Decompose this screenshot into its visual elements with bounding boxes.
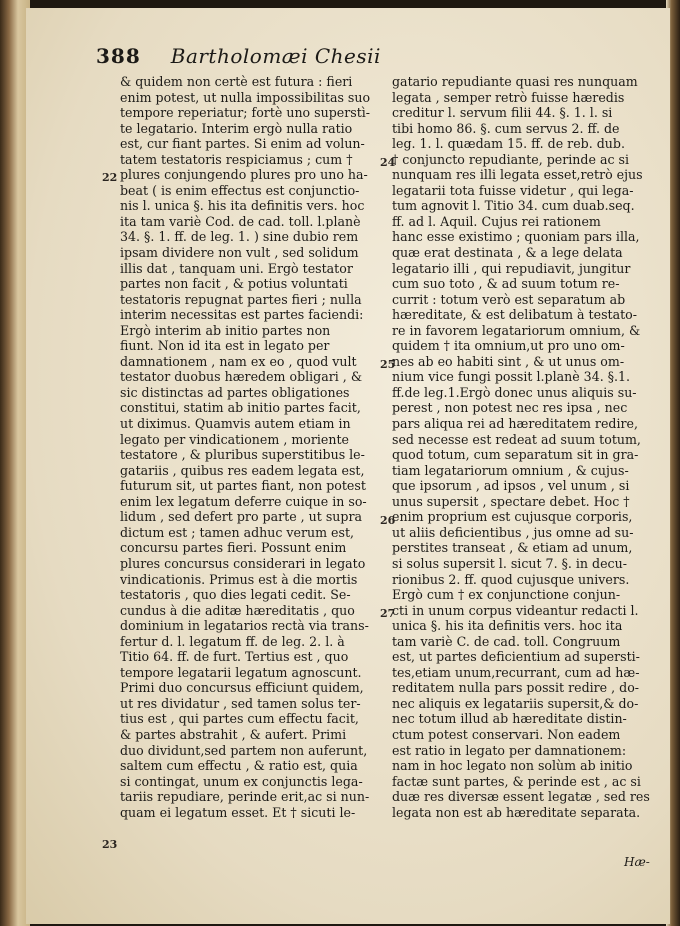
text-line: cti in unum corpus videantur redacti l.: [392, 602, 639, 618]
text-line: pars aliqua rei ad hæreditatem redire,: [392, 416, 638, 432]
text-line: reditatem nulla pars possit redire , do-: [392, 680, 640, 696]
text-line: factæ sunt partes, & perinde est , ac si: [392, 773, 641, 789]
text-line: nis l. unica §. his ita definitis vers. hoc: [120, 198, 365, 214]
text-line: tatem testatoris respiciamus ; cum †: [120, 151, 353, 167]
text-line: fertur d. l. legatum ff. de leg. 2. l. à: [120, 633, 345, 649]
text-line: leg. 1. l. quædam 15. ff. de reb. dub.: [392, 136, 625, 152]
text-line: & quidem non certè est futura : fieri: [120, 74, 353, 89]
text-line: quæ erat destinata , & a lege delata: [392, 245, 623, 261]
text-line: ctum potest conservari. Non eadem: [392, 726, 621, 742]
text-line: te legatario. Interim ergò nulla ratio: [120, 120, 353, 136]
text-line: nec totum illud ab hæreditate distin-: [392, 711, 627, 727]
text-line: quam ei legatum esset. Et † sicuti le-: [120, 804, 356, 820]
text-line: hanc esse existimo ; quoniam pars illa,: [392, 229, 640, 245]
margin-number-27: 27: [380, 607, 396, 620]
text-line: tes,etiam unum,recurrant, cum ad hæ-: [392, 664, 640, 680]
text-line: ita tam variè Cod. de cad. toll. l.planè: [120, 213, 361, 229]
text-line: Ergò interim ab initio partes non: [120, 322, 331, 338]
text-line: Ergò cum † ex conjunctione conjun-: [392, 587, 621, 603]
text-line: ff.de leg.1.Ergò donec unus aliquis su-: [392, 384, 637, 400]
text-line: beat ( is enim effectus est conjunctio-: [120, 182, 360, 198]
text-line: illis dat , tanquam uni. Ergò testator: [120, 260, 353, 276]
running-title: Bartholomæi Chesii: [170, 44, 381, 68]
text-line: gatariis , quibus res eadem legata est,: [120, 462, 365, 478]
text-line: unica §. his ita definitis vers. hoc ita: [392, 618, 623, 634]
text-line: ff. ad l. Aquil. Cujus rei rationem: [392, 213, 601, 229]
text-line: tariis repudiare, perinde erit,ac si nun-: [120, 789, 370, 805]
text-line: quidem † ita omnium,ut pro uno om-: [392, 338, 625, 354]
text-line: futurum sit, ut partes fiant, non potest: [120, 478, 366, 494]
text-line: cundus à die aditæ hæreditatis , quo: [120, 602, 355, 618]
text-line: tius est , qui partes cum effectu facit,: [120, 711, 359, 727]
text-line: est, ut partes deficientium ad supersti-: [392, 649, 640, 665]
text-line: concursu partes fieri. Possunt enim: [120, 540, 347, 556]
page-header: [96, 44, 656, 78]
text-line: dominium in legatarios rectà via trans-: [120, 618, 369, 634]
text-line: plures conjungendo plures pro uno ha-: [120, 167, 368, 183]
text-line: legatario illi , qui repudiavit, jungitur: [392, 260, 631, 276]
text-line: perest , non potest nec res ipsa , nec: [392, 400, 628, 416]
text-line: nec aliquis ex legatariis supersit,& do-: [392, 695, 639, 711]
text-line: vindicationis. Primus est à die mortis: [120, 571, 358, 587]
text-line: tempore legatarii legatum agnoscunt.: [120, 664, 362, 680]
text-line: 34. §. 1. ff. de leg. 1. ) sine dubio rem: [120, 229, 359, 245]
text-line: plures concursus considerari in legato: [120, 555, 366, 571]
book-page: [26, 8, 670, 924]
text-line: Primi duo concursus efficiunt quidem,: [120, 680, 364, 696]
left-text-column: [120, 74, 382, 820]
text-line: interim necessitas est partes faciendi:: [120, 307, 364, 323]
text-line: tempore reperiatur; fortè uno superstì-: [120, 105, 371, 121]
text-line: enim proprium est cujusque corporis,: [392, 509, 633, 525]
text-line: nes ab eo habiti sint , & ut unus om-: [392, 353, 625, 369]
text-line: re in favorem legatariorum omnium, &: [392, 322, 641, 338]
page-number: 388: [96, 44, 141, 68]
text-line: ipsam dividere non vult , sed solidum: [120, 245, 359, 261]
text-line: nunquam res illi legata esset,retrò ejus: [392, 167, 643, 183]
text-line: que ipsorum , ad ipsos , vel unum , si: [392, 478, 630, 494]
text-line: si contingat, unum ex conjunctis lega-: [120, 773, 363, 789]
catchword: Hæ-: [624, 855, 650, 869]
text-line: enim lex legatum deferre cuique in so-: [120, 493, 367, 509]
text-line: ut res dividatur , sed tamen solus ter-: [120, 695, 361, 711]
text-line: perstites transeat , & etiam ad unum,: [392, 540, 633, 556]
text-line: gatario repudiante quasi res nunquam: [392, 74, 638, 89]
text-line: creditur l. servum filii 44. §. 1. l. si: [392, 105, 613, 121]
margin-number-26: 26: [380, 514, 396, 527]
text-line: est ratio in legato per damnationem:: [392, 742, 627, 758]
text-line: si solus supersit l. sicut 7. §. in decu-: [392, 555, 627, 571]
text-line: est, cur fiant partes. Si enim ad volun-: [120, 136, 365, 152]
text-line: rionibus 2. ff. quod cujusque univers.: [392, 571, 630, 587]
text-line: dictum est ; tamen adhuc verum est,: [120, 524, 355, 540]
text-line: partes non facit , & potius voluntati: [120, 276, 348, 292]
text-line: sed necesse est redeat ad suum totum,: [392, 431, 641, 447]
margin-number-25: 25: [380, 358, 396, 371]
text-line: † conjuncto repudiante, perinde ac si: [392, 151, 629, 167]
text-line: fiunt. Non id ita est in legato per: [120, 338, 330, 354]
text-line: & partes abstrahit , & aufert. Primi: [120, 726, 347, 742]
text-line: damnationem , nam ex eo , quod vult: [120, 353, 357, 369]
text-line: legato per vindicationem , moriente: [120, 431, 349, 447]
text-line: lidum , sed defert pro parte , ut supra: [120, 509, 362, 525]
text-line: tiam legatariorum omnium , & cujus-: [392, 462, 629, 478]
text-line: testatoris repugnat partes fieri ; nulla: [120, 291, 362, 307]
right-text-column: [392, 74, 654, 820]
text-line: duo dividunt,sed partem non auferunt,: [120, 742, 368, 758]
text-line: ut aliis deficientibus , jus omne ad su-: [392, 524, 634, 540]
text-line: sic distinctas ad partes obligationes: [120, 384, 350, 400]
margin-number-24: 24: [380, 156, 396, 169]
text-line: quod totum, cum separatum sit in gra-: [392, 447, 639, 463]
text-line: cum suo toto , & ad suum totum re-: [392, 276, 620, 292]
text-line: tam variè C. de cad. toll. Congruum: [392, 633, 621, 649]
text-line: legatarii tota fuisse videtur , qui lega-: [392, 182, 634, 198]
text-line: legata , semper retrò fuisse hæredis: [392, 89, 625, 105]
text-line: constitui, statim ab initio partes facit,: [120, 400, 361, 416]
text-line: testator duobus hæredem obligari , &: [120, 369, 363, 385]
margin-number-22: 22: [102, 171, 118, 184]
text-line: nium vice fungi possit l.planè 34. §.1.: [392, 369, 631, 385]
margin-number-23: 23: [102, 838, 118, 851]
text-line: duæ res diversæ essent legatæ , sed res: [392, 789, 650, 805]
text-line: testatoris , quo dies legati cedit. Se-: [120, 587, 351, 603]
text-line: ut diximus. Quamvis autem etiam in: [120, 416, 351, 432]
text-line: legata non est ab hæreditate separata.: [392, 804, 641, 820]
text-line: tum agnovit l. Titio 34. cum duab.seq.: [392, 198, 635, 214]
text-line: nam in hoc legato non solùm ab initio: [392, 758, 633, 774]
text-line: currit : totum verò est separatum ab: [392, 291, 626, 307]
text-line: testatore , & pluribus superstitibus le-: [120, 447, 365, 463]
text-line: hæreditate, & est delibatum à testato-: [392, 307, 638, 323]
text-line: saltem cum effectu , & ratio est, quia: [120, 758, 358, 774]
text-line: Titio 64. ff. de furt. Tertius est , quo: [120, 649, 349, 665]
text-line: tibi homo 86. §. cum servus 2. ff. de: [392, 120, 620, 136]
text-line: enim potest, ut nulla impossibilitas suo: [120, 89, 371, 105]
text-line: unus supersit , spectare debet. Hoc †: [392, 493, 630, 509]
